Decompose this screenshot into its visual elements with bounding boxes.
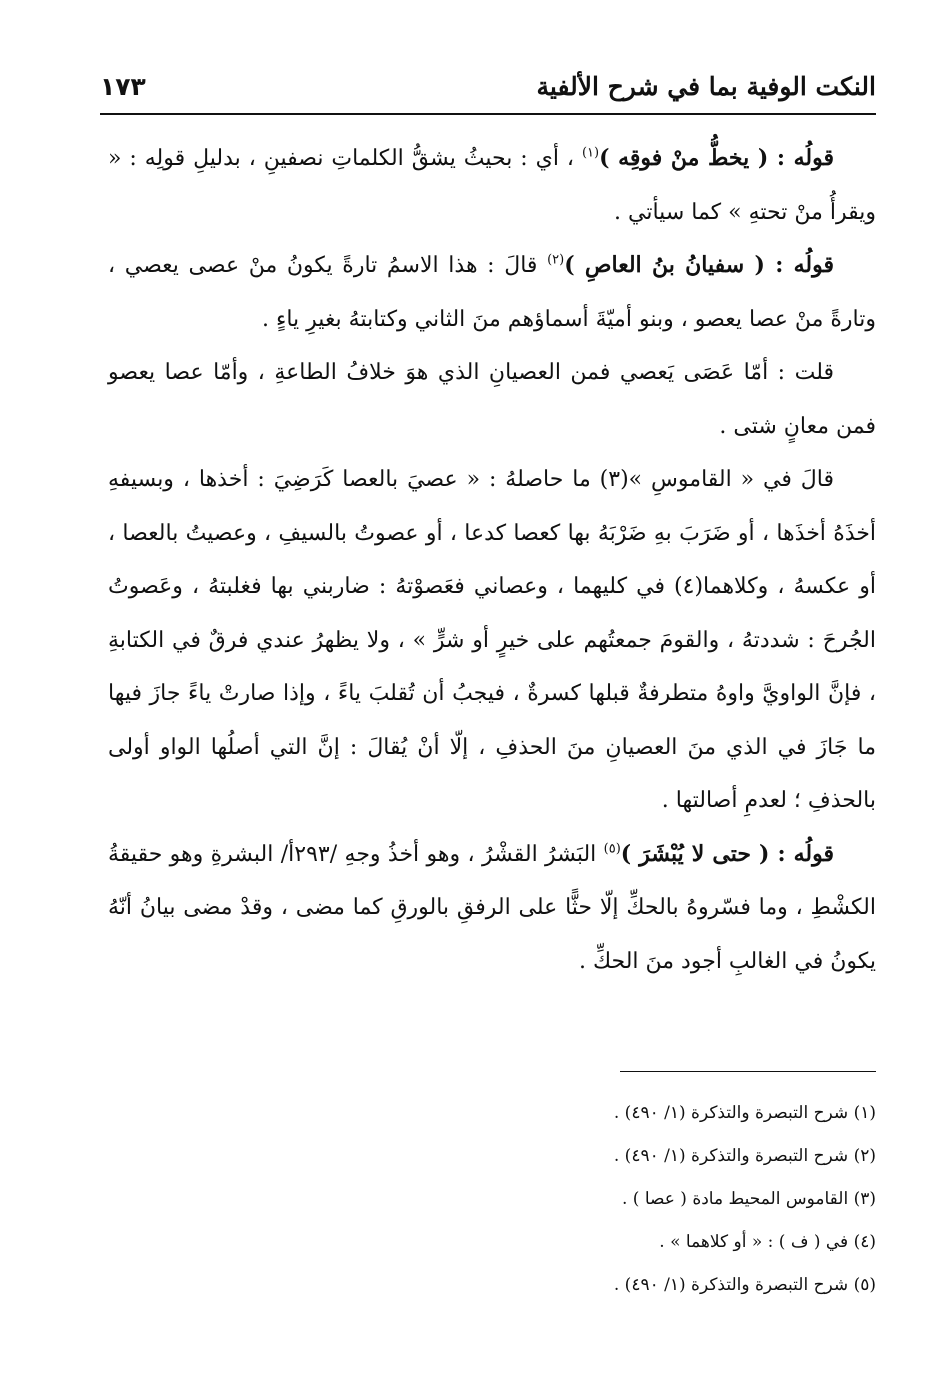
footnote-ref: (٥)	[603, 841, 621, 857]
paragraph-5	[108, 828, 876, 989]
footnote-separator	[620, 1071, 876, 1072]
header-rule	[100, 113, 876, 115]
footnote-3: (٣) القاموس المحيط مادة ( عصا ) .	[621, 1189, 876, 1209]
paragraph-text: قالَ في « القاموسِ »(٣) ما حاصلهُ : « عصيَ بالعصا كَرَضِيَ : أخذها ، وبسيفهِ أخذَهُ أخذَها ، أو ضَرَبَ بهِ ضَرْبَهُ بها كعصا كدعا ، أو عصوتُ بالسيفِ ، وعصيتُ بالعصا ، أو عكسهُ ، وكلاهما(٤) في كليهما ، وعصاني فعَصوْتهُ : ضاربني بها فغلبتهُ ، وعَصوتُ الجُرحَ : شددتهُ ، والقومَ جمعتُهم على خيرٍ أو شرٍّ » ، ولا يظهرُ عندي فرقٌ في الكتابةِ ، فإنَّ الواويَّ واوهُ متطرفةٌ قبلها كسرةٌ ، فيجبُ أن تُقلبَ ياءً ، وإذا صارتْ ياءً جازَ فيها ما جَازَ في الذي منَ العصيانِ منَ الحذفِ ، إلّا أنْ يُقالَ : إنَّ التي أصلُها الواو أولى بالحذفِ ؛ لعدمِ أصالتها .	[108, 467, 876, 813]
paragraph-text: قلت : أمّا عَصَى يَعصي فمن العصيانِ الذي هوَ خلافُ الطاعةِ ، وأمّا عصا يعصو فمن معانٍ شتى .	[108, 360, 876, 439]
paragraph-text: البَشرُ القشْرُ ، وهو أخذُ وجهِ /٢٩٣أ/ البشرةِ وهو حقيقةُ الكشْطِ ، وما فسّروهُ بالحكِّ إلّا حثًّا على الرفقِ بالورقِ كما مضى ، وقدْ مضى بيانُ أنّهُ يكونُ في الغالبِ أجود منَ الحكِّ .	[108, 841, 876, 974]
footnote-2: (٢) شرح التبصرة والتذكرة (١/ ٤٩٠) .	[613, 1146, 876, 1166]
paragraph-lead: قولُه : ( سفيانُ بنُ العاصِ )	[564, 252, 835, 278]
paragraph-lead: قولُه : ( يخطُّ منْ فوقِه )	[599, 145, 834, 171]
paragraph-text: قالَ : هذا الاسمُ تارةً يكونُ منْ عصى يعصي ، وتارةً منْ عصا يعصو ، وبنو أميّةَ أسماؤهم منَ الثاني وكتابتهُ بغيرِ ياءٍ .	[108, 253, 876, 332]
footnote-ref: (١)	[581, 145, 600, 161]
paragraph-lead: قولُه : ( حتى لا يُبْشَرَ )	[620, 840, 834, 867]
paragraph-4	[108, 453, 876, 828]
main-text	[108, 132, 876, 988]
footnotes	[520, 1092, 876, 1307]
footnote-4: (٤) في ( ف ) : « أو كلاهما » .	[659, 1232, 876, 1252]
paragraph-text: ، أي : بحيثُ يشقُّ الكلماتِ نصفينِ ، بدليلِ قولِه : « ويقرأُ منْ تحتهِ » كما سيأتي .	[108, 146, 876, 225]
running-title: النكت الوفية بما في شرح الألفية	[536, 71, 876, 101]
paragraph-2	[108, 239, 876, 346]
footnote-5: (٥) شرح التبصرة والتذكرة (١/ ٤٩٠) .	[613, 1275, 876, 1295]
paragraph-3	[108, 346, 876, 453]
page-number: ١٧٣	[100, 71, 146, 101]
page-header	[100, 66, 876, 106]
paragraph-1	[108, 132, 876, 239]
footnote-ref: (٢)	[547, 252, 565, 268]
footnote-1: (١) شرح التبصرة والتذكرة (١/ ٤٩٠) .	[613, 1103, 876, 1123]
